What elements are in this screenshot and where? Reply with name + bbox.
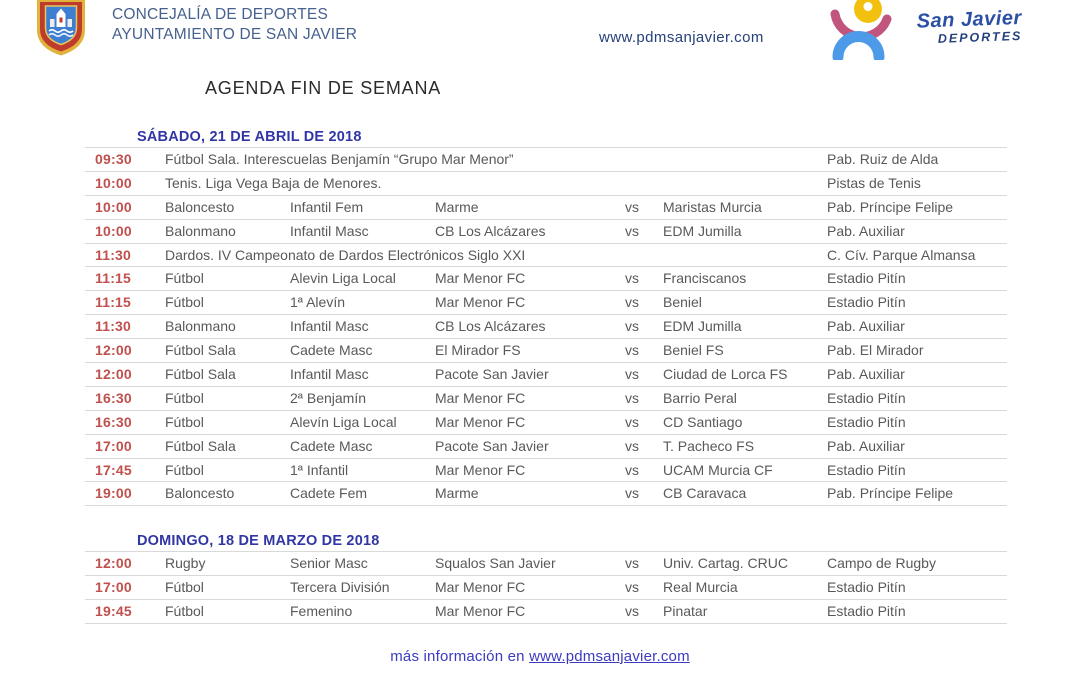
event-time: 09:30 bbox=[95, 151, 132, 167]
event-venue: Estadio Pitín bbox=[827, 579, 906, 596]
away-team: Pinatar bbox=[663, 603, 708, 620]
event-sport: Fútbol bbox=[165, 413, 204, 430]
organization-name bbox=[112, 5, 357, 45]
event-time: 19:45 bbox=[95, 603, 132, 620]
event-sport: Rugby bbox=[165, 555, 206, 572]
home-team: Mar Menor FC bbox=[435, 294, 526, 311]
footer-text: más información en bbox=[390, 648, 530, 665]
event-time: 17:00 bbox=[95, 437, 132, 454]
event-venue: Estadio Pitín bbox=[827, 389, 906, 406]
event-sport: Fútbol bbox=[165, 270, 204, 287]
event-time: 10:00 bbox=[95, 222, 132, 239]
home-team: Mar Menor FC bbox=[435, 603, 526, 620]
schedule-row bbox=[85, 435, 1007, 459]
weekend-agenda bbox=[85, 126, 1007, 624]
home-team: Pacote San Javier bbox=[435, 437, 549, 454]
event-sport: Fútbol Sala bbox=[165, 366, 236, 383]
event-venue: C. Cív. Parque Almansa bbox=[827, 246, 976, 263]
event-sport: Fútbol bbox=[165, 603, 204, 620]
vs-label: vs bbox=[625, 603, 639, 620]
home-team: Mar Menor FC bbox=[435, 270, 526, 287]
schedule-row bbox=[85, 576, 1007, 600]
event-time: 12:00 bbox=[95, 366, 132, 383]
event-category: Alevin Liga Local bbox=[290, 270, 396, 287]
schedule-row bbox=[85, 552, 1007, 576]
event-venue: Pab. Auxiliar bbox=[827, 318, 905, 335]
event-venue: Pab. Auxiliar bbox=[827, 222, 905, 239]
logo-line2: DEPORTES bbox=[937, 28, 1023, 46]
event-venue: Pab. Príncipe Felipe bbox=[827, 198, 954, 215]
schedule-row bbox=[85, 196, 1007, 220]
organization-line1: CONCEJALÍA DE DEPORTES bbox=[112, 6, 329, 23]
sunday-section bbox=[85, 530, 1007, 624]
home-team: Mar Menor FC bbox=[435, 413, 526, 430]
vs-label: vs bbox=[625, 318, 639, 335]
event-time: 11:30 bbox=[95, 246, 132, 263]
away-team: Beniel FS bbox=[663, 342, 724, 359]
schedule-row bbox=[85, 315, 1007, 339]
event-sport: Balonmano bbox=[165, 318, 236, 335]
event-time: 11:15 bbox=[95, 270, 132, 287]
event-sport: Fútbol Sala bbox=[165, 342, 236, 359]
event-venue: Estadio Pitín bbox=[827, 270, 906, 287]
vs-label: vs bbox=[625, 413, 639, 430]
home-team: Mar Menor FC bbox=[435, 389, 526, 406]
schedule-row bbox=[85, 363, 1007, 387]
vs-label: vs bbox=[625, 579, 639, 596]
event-description: Fútbol Sala. Interescuelas Benjamín “Grupo Mar Menor” bbox=[165, 151, 514, 167]
event-category: Cadete Fem bbox=[290, 485, 368, 502]
saturday-heading: SÁBADO, 21 DE ABRIL DE 2018 bbox=[85, 126, 1007, 148]
event-time: 17:45 bbox=[95, 461, 132, 478]
away-team: UCAM Murcia CF bbox=[663, 461, 773, 478]
vs-label: vs bbox=[625, 342, 639, 359]
town-crest-icon bbox=[36, 0, 86, 61]
event-time: 11:30 bbox=[95, 318, 132, 335]
event-category: Infantil Masc bbox=[290, 222, 369, 239]
event-time: 10:00 bbox=[95, 174, 132, 191]
saturday-rows bbox=[85, 148, 1007, 506]
event-venue: Estadio Pitín bbox=[827, 603, 906, 620]
event-category: Senior Masc bbox=[290, 555, 368, 572]
event-category: 2ª Benjamín bbox=[290, 389, 367, 406]
event-venue: Pab. Auxiliar bbox=[827, 437, 905, 454]
away-team: Beniel bbox=[663, 294, 702, 311]
away-team: T. Pacheco FS bbox=[663, 437, 755, 454]
event-category: Infantil Masc bbox=[290, 318, 369, 335]
schedule-row bbox=[85, 411, 1007, 435]
event-venue: Estadio Pitín bbox=[827, 461, 906, 478]
schedule-row bbox=[85, 339, 1007, 363]
event-category: Tercera División bbox=[290, 579, 390, 596]
away-team: EDM Jumilla bbox=[663, 318, 742, 335]
event-category: Cadete Masc bbox=[290, 342, 373, 359]
vs-label: vs bbox=[625, 461, 639, 478]
event-sport: Fútbol bbox=[165, 294, 204, 311]
event-category: 1ª Infantil bbox=[290, 461, 349, 478]
away-team: Franciscanos bbox=[663, 270, 747, 287]
event-sport: Balonmano bbox=[165, 222, 236, 239]
schedule-row bbox=[85, 220, 1007, 244]
event-category: 1ª Alevín bbox=[290, 294, 345, 311]
sunday-heading: DOMINGO, 18 DE MARZO DE 2018 bbox=[85, 530, 1007, 552]
event-time: 16:30 bbox=[95, 413, 132, 430]
schedule-row bbox=[85, 267, 1007, 291]
away-team: CD Santiago bbox=[663, 413, 743, 430]
schedule-row bbox=[85, 244, 1007, 268]
sunday-rows bbox=[85, 552, 1007, 624]
home-team: Mar Menor FC bbox=[435, 461, 526, 478]
home-team: Marme bbox=[435, 198, 479, 215]
event-category: Cadete Masc bbox=[290, 437, 373, 454]
san-javier-deportes-icon bbox=[826, 0, 906, 65]
event-category: Infantil Fem bbox=[290, 198, 364, 215]
schedule-row bbox=[85, 387, 1007, 411]
event-description: Tenis. Liga Vega Baja de Menores. bbox=[165, 174, 382, 191]
away-team: Ciudad de Lorca FS bbox=[663, 366, 788, 383]
event-venue: Pab. Auxiliar bbox=[827, 366, 905, 383]
away-team: Barrio Peral bbox=[663, 389, 737, 406]
event-venue: Estadio Pitín bbox=[827, 413, 906, 430]
schedule-row bbox=[85, 459, 1007, 483]
home-team: El Mirador FS bbox=[435, 342, 521, 359]
event-venue: Campo de Rugby bbox=[827, 555, 936, 572]
event-description: Dardos. IV Campeonato de Dardos Electrónicos Siglo XXI bbox=[165, 246, 526, 263]
schedule-row bbox=[85, 291, 1007, 315]
event-sport: Fútbol bbox=[165, 389, 204, 406]
schedule-row bbox=[85, 482, 1007, 506]
away-team: Maristas Murcia bbox=[663, 198, 762, 215]
home-team: Mar Menor FC bbox=[435, 579, 526, 596]
event-sport: Baloncesto bbox=[165, 485, 235, 502]
event-time: 19:00 bbox=[95, 485, 132, 502]
event-category: Infantil Masc bbox=[290, 366, 369, 383]
away-team: EDM Jumilla bbox=[663, 222, 742, 239]
vs-label: vs bbox=[625, 389, 639, 406]
event-venue: Pab. Príncipe Felipe bbox=[827, 485, 954, 502]
away-team: Real Murcia bbox=[663, 579, 738, 596]
logo-line1: San Javier bbox=[916, 6, 1023, 33]
event-category: Femenino bbox=[290, 603, 353, 620]
event-sport: Fútbol bbox=[165, 461, 204, 478]
vs-label: vs bbox=[625, 485, 639, 502]
saturday-section bbox=[85, 126, 1007, 506]
home-team: CB Los Alcázares bbox=[435, 318, 546, 335]
vs-label: vs bbox=[625, 198, 639, 215]
event-time: 12:00 bbox=[95, 555, 132, 572]
schedule-row bbox=[85, 600, 1007, 624]
event-time: 11:15 bbox=[95, 294, 132, 311]
away-team: CB Caravaca bbox=[663, 485, 747, 502]
event-venue: Pab. Ruiz de Alda bbox=[827, 151, 939, 167]
san-javier-deportes-wordmark bbox=[901, 7, 1022, 47]
home-team: Marme bbox=[435, 485, 479, 502]
event-sport: Fútbol bbox=[165, 579, 204, 596]
event-time: 16:30 bbox=[95, 389, 132, 406]
vs-label: vs bbox=[625, 366, 639, 383]
event-time: 17:00 bbox=[95, 579, 132, 596]
organization-line2: AYUNTAMIENTO DE SAN JAVIER bbox=[112, 26, 358, 43]
event-sport: Baloncesto bbox=[165, 198, 235, 215]
event-venue: Estadio Pitín bbox=[827, 294, 906, 311]
schedule-row bbox=[85, 148, 1007, 172]
website-url-footer[interactable]: www.pdmsanjavier.com bbox=[529, 648, 690, 665]
home-team: Squalos San Javier bbox=[435, 555, 556, 572]
event-sport: Fútbol Sala bbox=[165, 437, 236, 454]
page-title: AGENDA FIN DE SEMANA bbox=[205, 78, 442, 98]
away-team: Univ. Cartag. CRUC bbox=[663, 555, 788, 572]
event-time: 12:00 bbox=[95, 342, 132, 359]
event-venue: Pab. El Mirador bbox=[827, 342, 924, 359]
vs-label: vs bbox=[625, 294, 639, 311]
vs-label: vs bbox=[625, 270, 639, 287]
website-url-header[interactable]: www.pdmsanjavier.com bbox=[599, 29, 764, 46]
footer-info bbox=[0, 648, 1080, 665]
home-team: CB Los Alcázares bbox=[435, 222, 546, 239]
vs-label: vs bbox=[625, 222, 639, 239]
event-category: Alevín Liga Local bbox=[290, 413, 397, 430]
home-team: Pacote San Javier bbox=[435, 366, 549, 383]
event-time: 10:00 bbox=[95, 198, 132, 215]
vs-label: vs bbox=[625, 437, 639, 454]
vs-label: vs bbox=[625, 555, 639, 572]
event-venue: Pistas de Tenis bbox=[827, 174, 921, 191]
schedule-row bbox=[85, 172, 1007, 196]
